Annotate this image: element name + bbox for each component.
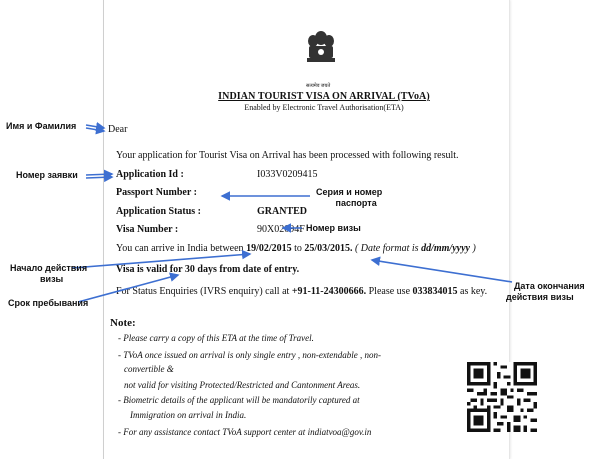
- document-title: INDIAN TOURIST VISA ON ARRIVAL (TVoA): [218, 91, 430, 102]
- emblem-caption: सत्यमेव जयते: [306, 84, 331, 89]
- document-subtitle: Enabled by Electronic Travel Authorisation(ETA): [244, 103, 404, 112]
- arrival-start-date: 19/02/2015: [246, 243, 292, 254]
- note-item: - Please carry a copy of this ETA at the time of Travel.: [118, 333, 314, 343]
- annotation-visa-end-line1: Дата окончания: [514, 281, 585, 291]
- annotation-passport-line2: паспорта: [335, 198, 377, 208]
- qr-code-icon: [467, 362, 537, 432]
- enquiry-prefix: For Status Enquiries (IVRS enquiry) call at: [116, 286, 290, 297]
- annotation-visa-end-line2: действия визы: [506, 292, 574, 302]
- arrival-end-date: 25/03/2015.: [304, 243, 353, 254]
- note-item: - Biometric details of the applicant will be mandatorily captured at: [118, 395, 360, 405]
- note-heading: Note:: [110, 317, 136, 329]
- annotation-visa-number: Номер визы: [306, 223, 361, 233]
- arrow-name: [86, 125, 104, 128]
- national-emblem-icon: [296, 24, 346, 84]
- enquiry-phone: +91-11-24300666.: [291, 286, 367, 297]
- annotation-application-number: Номер заявки: [16, 170, 78, 180]
- annotation-name: Имя и Фамилия: [6, 121, 77, 131]
- enquiry-mid: Please use: [368, 286, 411, 297]
- note-item: convertible &: [124, 364, 174, 374]
- arrow-name-2: [86, 128, 104, 131]
- date-format: dd/mm/yyyy: [421, 243, 470, 254]
- visa-number-label: Visa Number :: [116, 224, 179, 235]
- application-id-value: I033V0209415: [257, 169, 318, 180]
- intro-text: Your application for Tourist Visa on Arrival has been processed with following result.: [116, 150, 459, 161]
- annotation-visa-end: [506, 281, 585, 303]
- annotation-passport-line1: Серия и номер: [316, 187, 383, 197]
- arrival-line: [116, 243, 476, 254]
- arrival-prefix: You can arrive in India between: [116, 243, 244, 254]
- enquiry-key-code: 033834015: [412, 286, 458, 297]
- annotation-stay: Срок пребывания: [8, 298, 89, 308]
- visa-number-value: 90X02094F: [257, 224, 305, 235]
- note-item: not valid for visiting Protected/Restricted and Cantonment Areas.: [124, 380, 361, 390]
- passport-number-label: Passport Number :: [116, 187, 197, 198]
- date-format-note: ( Date format is: [354, 243, 422, 254]
- annotation-passport: [316, 187, 382, 209]
- date-format-close: ): [472, 243, 476, 254]
- annotation-visa-start-line1: Начало действия: [10, 263, 88, 273]
- enquiry-line: [116, 286, 487, 297]
- note-item: - TVoA once issued on arrival is only single entry , non-extendable , non-: [118, 350, 382, 360]
- annotation-visa-start: [10, 263, 87, 285]
- validity-text: Visa is valid for 30 days from date of entry.: [116, 264, 300, 275]
- arrival-to: to: [294, 243, 302, 254]
- note-item: - For any assistance contact TVoA support center at indiatvoa@gov.in: [118, 427, 372, 437]
- application-id-label: Application Id :: [116, 169, 184, 180]
- annotation-visa-start-line2: визы: [40, 274, 64, 284]
- greeting: Dear: [108, 124, 128, 135]
- application-status-label: Application Status :: [116, 206, 202, 217]
- application-status-value: GRANTED: [257, 206, 308, 217]
- enquiry-suffix: as key.: [460, 286, 488, 297]
- note-item: Immigration on arrival in India.: [130, 410, 247, 420]
